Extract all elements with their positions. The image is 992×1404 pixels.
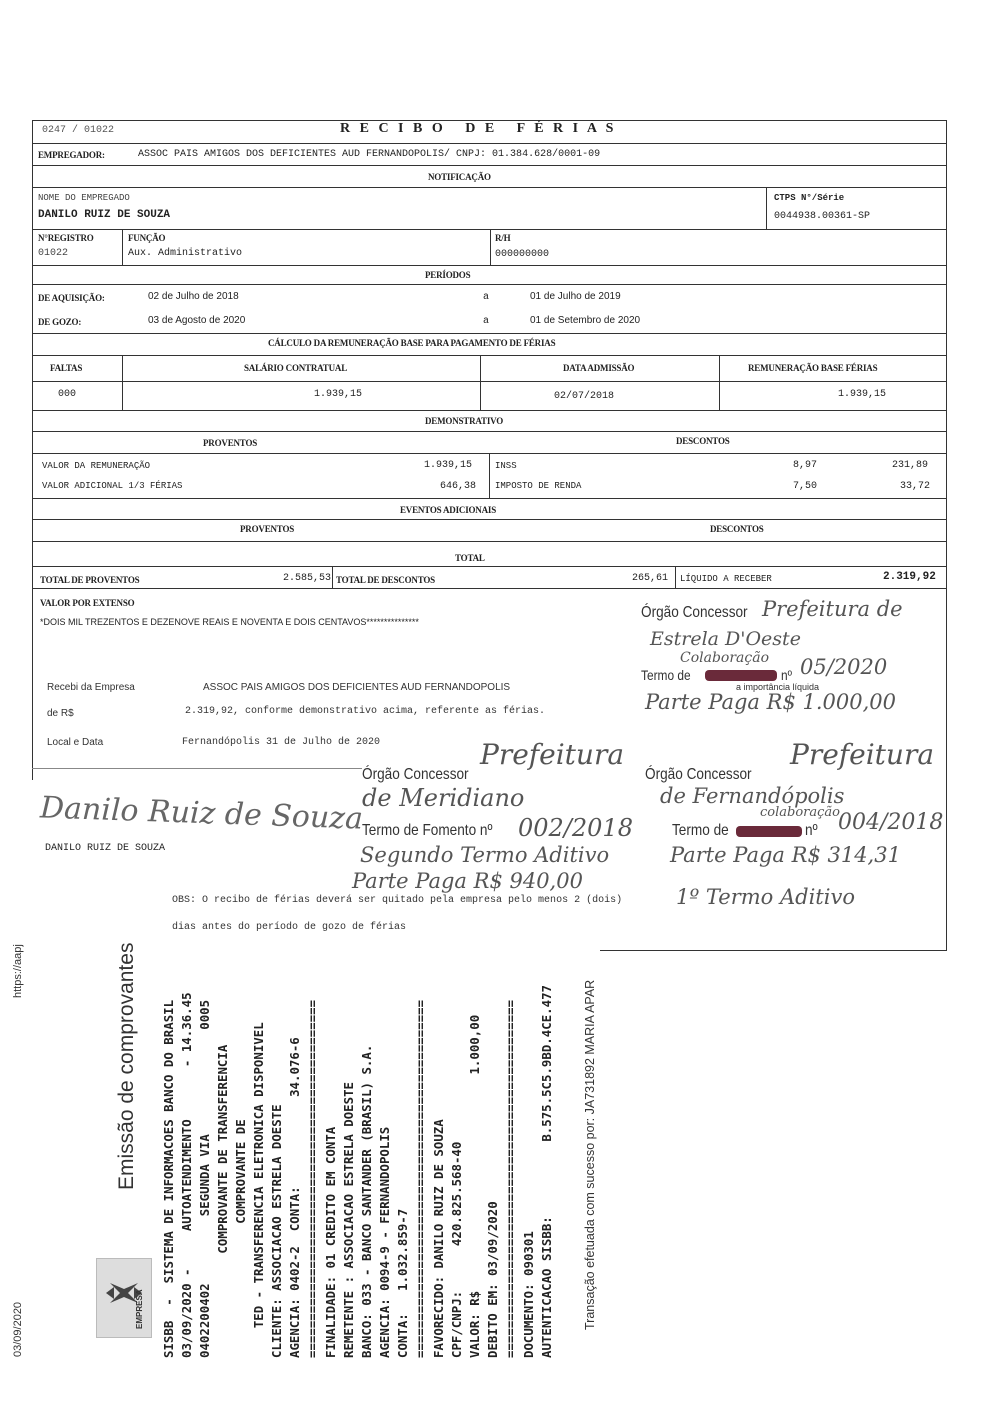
- stamp-1-orgao: Órgão Concessor: [641, 604, 748, 621]
- stamp-3-line2: de Fernandópolis: [660, 784, 845, 808]
- desconto-rate-2: 7,50: [793, 481, 818, 492]
- demo-descontos-label: DESCONTOS: [676, 436, 730, 446]
- receipt-line: 03/09/2020 - AUTOATENDIMENTO - 14.36.45: [179, 992, 194, 1358]
- calc-value-admissao: 02/07/2018: [554, 391, 615, 402]
- funcao-label: FUNÇÃO: [128, 233, 166, 243]
- aquisicao-label: DE AQUISIÇÃO:: [38, 293, 105, 303]
- signer-name: DANILO RUIZ DE SOUZA: [45, 843, 166, 854]
- eventos-descontos-label: DESCONTOS: [710, 524, 764, 534]
- aquisicao-sep: a: [483, 292, 490, 303]
- obs-line-1: OBS: O recibo de férias deverá ser quitado pela empresa pelo menos 2 (dois): [172, 895, 623, 906]
- section-total: TOTAL: [455, 553, 485, 563]
- bank-logo: [96, 1258, 152, 1338]
- desconto-value-2: 33,72: [900, 481, 931, 492]
- valor-label: de R$: [47, 708, 74, 719]
- local-value: Fernandópolis 31 de Julho de 2020: [182, 737, 381, 748]
- redaction-mark: [736, 826, 802, 837]
- receipt-line: VALOR: R$ 1.000,00: [467, 1014, 482, 1358]
- stamp-3-line3: colaboração: [760, 805, 840, 820]
- stamp-1-paga: Parte Paga R$ 1.000,00: [645, 690, 896, 714]
- aquisicao-from: 02 de Julho de 2018: [148, 291, 239, 302]
- stamp-1-importancia: a importância líquida: [736, 682, 820, 692]
- liquido-label: LÍQUIDO A RECEBER: [680, 574, 772, 584]
- stamp-2-paga: Parte Paga R$ 940,00: [352, 869, 583, 893]
- stamp-3-number: 004/2018: [838, 810, 944, 835]
- receipt-line: FAVORECIDO: DANILO RUIZ DE SOUZA: [431, 1119, 446, 1358]
- document-ref: 0247 / 01022: [42, 125, 115, 136]
- bank-receipt-title-wrap: [115, 910, 145, 1190]
- margin-date: 03/09/2020: [12, 1301, 24, 1357]
- section-calculo: CÁLCULO DA REMUNERAÇÃO BASE PARA PAGAMENTO DE FÉRIAS: [268, 338, 556, 348]
- receipt-line: DEBITO EM: 03/09/2020: [485, 1201, 500, 1358]
- calc-value-faltas: 000: [58, 389, 77, 400]
- total-proventos-label: TOTAL DE PROVENTOS: [40, 575, 140, 585]
- stamp-1-orgao-value: Prefeitura de: [762, 597, 903, 621]
- eventos-proventos-label: PROVENTOS: [240, 524, 295, 534]
- stamp-1-line2: Estrela D'Oeste: [650, 628, 801, 650]
- rh-value: 000000000: [495, 249, 550, 260]
- stamp-3-orgao: Órgão Concessor: [645, 766, 752, 783]
- bank-receipt: [160, 928, 600, 1358]
- gozo-sep: a: [483, 316, 490, 327]
- local-label: Local e Data: [47, 737, 104, 748]
- receipt-line: FINALIDADE: 01 CREDITO EM CONTA: [323, 1126, 338, 1358]
- calc-value-salario: 1.939,15: [314, 389, 363, 400]
- ctps-label: CTPS N°/Série: [774, 193, 845, 203]
- receipt-line: COMPROVANTE DE: [233, 1119, 248, 1358]
- employer-label: EMPREGADOR:: [38, 150, 105, 160]
- receipt-line: BANCO: 033 - BANCO SANTANDER (BRASIL) S.A.: [359, 1044, 374, 1358]
- stamp-2-termo: Termo de Fomento nº: [362, 822, 493, 839]
- gozo-to: 01 de Setembro de 2020: [530, 315, 641, 326]
- redaction-mark: [705, 670, 777, 681]
- stamp-3-termo: Termo de: [672, 822, 729, 839]
- stamp-3-line5: 1º Termo Aditivo: [676, 885, 855, 909]
- receipt-line: CPF/CNPJ: 420.825.568-40: [449, 1141, 464, 1358]
- receipt-line: ================================================: [305, 999, 320, 1358]
- receipt-line: SISBB - SISTEMA DE INFORMACOES BANCO DO BRASIL: [161, 999, 176, 1358]
- stamp-2-line4: Segundo Termo Aditivo: [360, 843, 610, 867]
- bank-side-text: Transação efetuada com sucesso por: JA731892 MARIA APAR: [583, 979, 597, 1330]
- receipt-line: COMPROVANTE DE TRANSFERENCIA: [215, 1044, 230, 1358]
- stamp-1-termo: Termo de: [641, 667, 691, 683]
- section-eventos: EVENTOS ADICIONAIS: [400, 505, 497, 515]
- calc-value-remuneracao: 1.939,15: [838, 389, 887, 400]
- registro-label: N°REGISTRO: [38, 233, 94, 243]
- desconto-label-2: IMPOSTO DE RENDA: [495, 481, 582, 491]
- section-notificacao: NOTIFICAÇÃO: [428, 172, 491, 182]
- receipt-line: DOCUMENTO: 090301: [521, 1231, 536, 1358]
- recebi-label: Recebi da Empresa: [47, 682, 135, 693]
- receipt-line: CLIENTE: ASSOCIACAO ESTRELA DOESTE: [269, 1104, 284, 1358]
- stamp-3-paga: Parte Paga R$ 314,31: [670, 843, 901, 867]
- registro-value: 01022: [38, 248, 69, 259]
- receipt-line: REMETENTE : ASSOCIACAO ESTRELA DOESTE: [341, 1081, 356, 1358]
- gozo-label: DE GOZO:: [38, 317, 82, 327]
- receipt-line: 0402200402 SEGUNDA VIA 0005: [197, 999, 212, 1358]
- bank-receipt-title: Emissão de comprovantes: [115, 942, 138, 1190]
- total-descontos-label: TOTAL DE DESCONTOS: [336, 575, 435, 585]
- stamp-2-line2: de Meridiano: [362, 784, 525, 812]
- employer-value: ASSOC PAIS AMIGOS DOS DEFICIENTES AUD FERNANDOPOLIS/ CNPJ: 01.384.628/0001-09: [138, 149, 601, 160]
- section-demonstrativo: DEMONSTRATIVO: [425, 416, 504, 426]
- bank-side-wrap: [583, 920, 597, 1330]
- stamp-3-n: nº: [805, 822, 818, 839]
- receipt-line: AUTENTICACAO SISBB: B.575.5C5.9BD.4CE.477: [539, 985, 554, 1358]
- desconto-label-1: INSS: [495, 461, 517, 471]
- receipt-line: AGENCIA: 0094-9 - FERNANDOPOLIS: [377, 1126, 392, 1358]
- bank-logo-text: EMPRESA: [135, 1289, 144, 1329]
- ctps-value: 0044938.00361-SP: [774, 211, 871, 222]
- receipt-line: CONTA: 1.032.859-7: [395, 1208, 410, 1358]
- calc-header-remuneracao: REMUNERAÇÃO BASE FÉRIAS: [748, 363, 878, 373]
- receipt-line: ================================================: [413, 999, 428, 1358]
- funcao-value: Aux. Administrativo: [128, 248, 243, 259]
- calc-header-faltas: FALTAS: [50, 363, 83, 373]
- bank-receipt-lines: [160, 928, 556, 1358]
- employee-signature: Danilo Ruiz de Souza: [39, 790, 364, 837]
- stamp-1-line3: Colaboração: [680, 650, 770, 666]
- recebi-value: ASSOC PAIS AMIGOS DOS DEFICIENTES AUD FERNANDOPOLIS: [203, 682, 511, 693]
- rh-label: R/H: [495, 233, 511, 243]
- stamp-2-orgao: Órgão Concessor: [362, 766, 469, 783]
- obs-line-2: dias antes do período de gozo de férias: [172, 922, 407, 933]
- extenso-label: VALOR POR EXTENSO: [40, 598, 135, 608]
- section-periodos: PERÍODOS: [425, 270, 471, 280]
- stamp-2-number: 002/2018: [518, 814, 633, 842]
- aquisicao-to: 01 de Julho de 2019: [530, 291, 621, 302]
- stamp-1-n: nº: [781, 667, 792, 683]
- document-title: R E C I B O D E F É R I A S: [340, 121, 617, 136]
- provento-value-1: 1.939,15: [424, 460, 473, 471]
- employee-name: DANILO RUIZ DE SOUZA: [38, 209, 171, 221]
- provento-label-1: VALOR DA REMUNERAÇÃO: [42, 461, 151, 471]
- stamp-2-orgao-value: Prefeitura: [480, 738, 625, 771]
- total-descontos-value: 265,61: [632, 573, 669, 584]
- total-proventos-value: 2.585,53: [283, 573, 332, 584]
- calc-header-salario: SALÁRIO CONTRATUAL: [244, 363, 347, 373]
- liquido-value: 2.319,92: [883, 571, 936, 583]
- provento-label-2: VALOR ADICIONAL 1/3 FÉRIAS: [42, 481, 183, 491]
- desconto-rate-1: 8,97: [793, 460, 818, 471]
- stamp-3-orgao-value: Prefeitura: [790, 738, 935, 771]
- gozo-from: 03 de Agosto de 2020: [148, 315, 246, 326]
- extenso-value: *DOIS MIL TREZENTOS E DEZENOVE REAIS E NOVENTA E DOIS CENTAVOS***************: [40, 617, 419, 627]
- desconto-value-1: 231,89: [892, 460, 929, 471]
- receipt-line: TED - TRANSFERENCIA ELETRONICA DISPONIVEL: [251, 1022, 266, 1358]
- margin-url: https://aapj: [12, 944, 24, 998]
- receipt-line: ================================================: [503, 999, 518, 1358]
- demo-proventos-label: PROVENTOS: [203, 438, 258, 448]
- provento-value-2: 646,38: [440, 481, 477, 492]
- valor-value: 2.319,92, conforme demonstrativo acima, referente as férias.: [185, 706, 546, 717]
- calc-header-admissao: DATA ADMISSÃO: [563, 363, 635, 373]
- employee-name-label: NOME DO EMPREGADO: [38, 193, 130, 203]
- margin-url-wrap: [12, 928, 24, 998]
- receipt-line: AGENCIA: 0402-2 CONTA: 34.076-6: [287, 1037, 302, 1358]
- margin-date-wrap: [12, 1287, 24, 1357]
- stamp-1-number: 05/2020: [800, 655, 888, 679]
